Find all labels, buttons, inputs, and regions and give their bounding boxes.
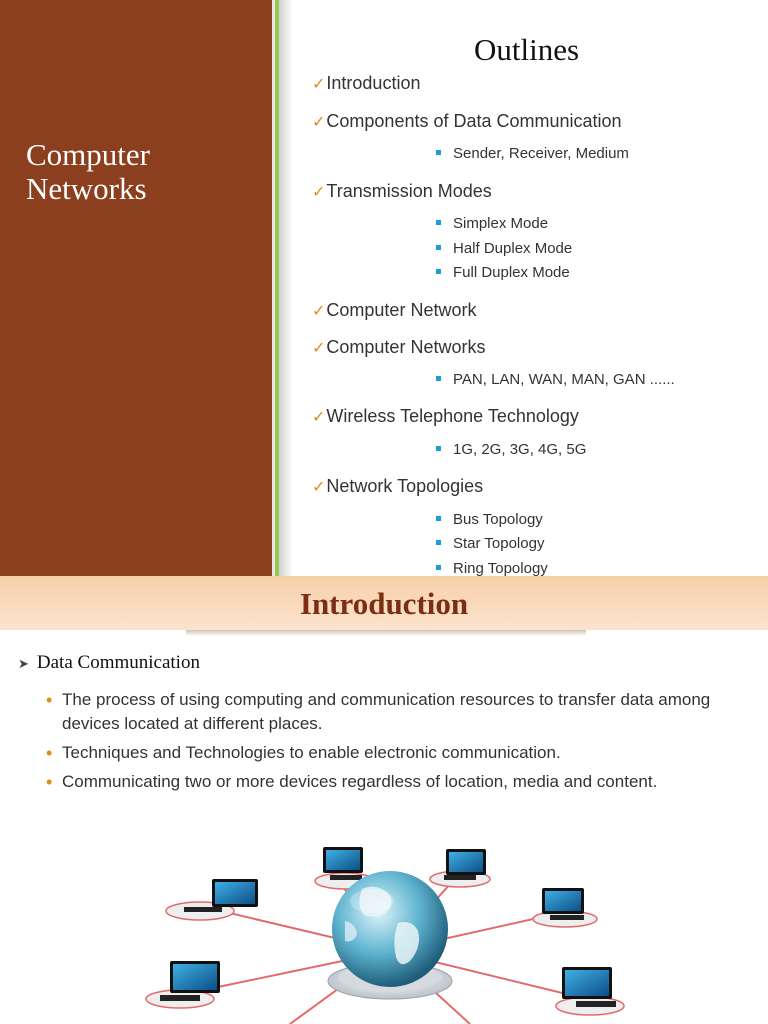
check-icon: ✓	[312, 114, 326, 131]
outline-item	[312, 181, 492, 202]
check-icon: ✓	[312, 303, 326, 320]
check-icon: ✓	[312, 409, 326, 426]
title-line: Networks	[26, 171, 147, 206]
outline-subitem	[436, 264, 570, 281]
outline-subitem-label: Half Duplex Mode	[453, 240, 573, 257]
outline-item-label: Components of Data Communication	[326, 111, 622, 131]
bullet-item	[46, 741, 746, 765]
square-bullet-icon	[436, 565, 441, 570]
network-illustration	[140, 831, 640, 1024]
slide-title: Introduction	[299, 586, 469, 621]
outline-subitem	[436, 560, 548, 576]
square-bullet-icon	[436, 150, 441, 155]
computer-icon	[166, 879, 258, 920]
bullet-dot-icon: •	[46, 743, 53, 763]
outline-subitem-label: Ring Topology	[453, 560, 548, 576]
square-bullet-icon	[436, 245, 441, 250]
outline-subitem-label: PAN, LAN, WAN, MAN, GAN ......	[453, 371, 675, 388]
outline-subitem	[436, 240, 572, 257]
arrow-bullet-icon: ➤	[18, 656, 29, 671]
outline-subitem	[436, 441, 586, 458]
subheading-label: Data Communication	[36, 652, 200, 673]
divider-shadow	[279, 0, 293, 576]
outline-subitem	[436, 215, 548, 232]
bullet-text: The process of using computing and communication resources to transfer data among devices located at different places.	[62, 690, 711, 733]
computer-icon	[556, 967, 624, 1015]
outline-item-label: Wireless Telephone Technology	[326, 406, 579, 426]
computer-icon	[146, 961, 220, 1008]
outline-item	[312, 73, 420, 94]
outline-item-label: Transmission Modes	[326, 181, 492, 201]
square-bullet-icon	[436, 516, 441, 521]
outline-item	[312, 300, 476, 321]
title-band-shadow	[186, 630, 586, 636]
outline-subitem	[436, 511, 543, 528]
computer-icon	[430, 849, 490, 887]
bullet-item	[46, 688, 746, 736]
outline-subitem-label: Full Duplex Mode	[453, 264, 570, 281]
check-icon: ✓	[312, 340, 326, 357]
check-icon: ✓	[312, 184, 326, 201]
outline-item	[312, 406, 579, 427]
square-bullet-icon	[436, 269, 441, 274]
title-sidebar	[0, 0, 272, 576]
outline-subitem-label: Sender, Receiver, Medium	[453, 145, 629, 162]
subheading	[18, 652, 200, 674]
outline-subitem-label: 1G, 2G, 3G, 4G, 5G	[453, 441, 587, 458]
square-bullet-icon	[436, 376, 441, 381]
bullet-item	[46, 770, 758, 794]
check-icon: ✓	[312, 76, 326, 93]
bullet-text: Techniques and Technologies to enable electronic communication.	[62, 743, 561, 762]
outline-subitem-label: Simplex Mode	[453, 215, 549, 232]
outline-subitem	[436, 535, 544, 552]
outline-item	[312, 337, 485, 358]
outline-subitem-label: Bus Topology	[453, 511, 543, 528]
outline-subitem-label: Star Topology	[453, 535, 545, 552]
square-bullet-icon	[436, 540, 441, 545]
outline-item-label: Computer Network	[326, 300, 477, 320]
outline-subitem	[436, 145, 629, 162]
square-bullet-icon	[436, 220, 441, 225]
title-line: Computer	[26, 137, 150, 172]
slide-introduction	[0, 576, 768, 1024]
bullet-dot-icon: •	[46, 690, 53, 710]
outline-item	[312, 111, 622, 132]
bullet-dot-icon: •	[46, 772, 53, 792]
outline-item	[312, 476, 483, 497]
check-icon: ✓	[312, 479, 326, 496]
outline-item-label: Computer Networks	[326, 337, 486, 357]
outline-subitem	[436, 371, 675, 388]
bullet-text: Communicating two or more devices regardless of location, media and content.	[62, 772, 658, 791]
outline-item-label: Network Topologies	[326, 476, 484, 496]
computer-icon	[533, 888, 597, 927]
square-bullet-icon	[436, 446, 441, 451]
presentation-title	[26, 138, 150, 206]
outline-heading: Outlines	[474, 32, 580, 67]
outline-item-label: Introduction	[326, 73, 421, 93]
